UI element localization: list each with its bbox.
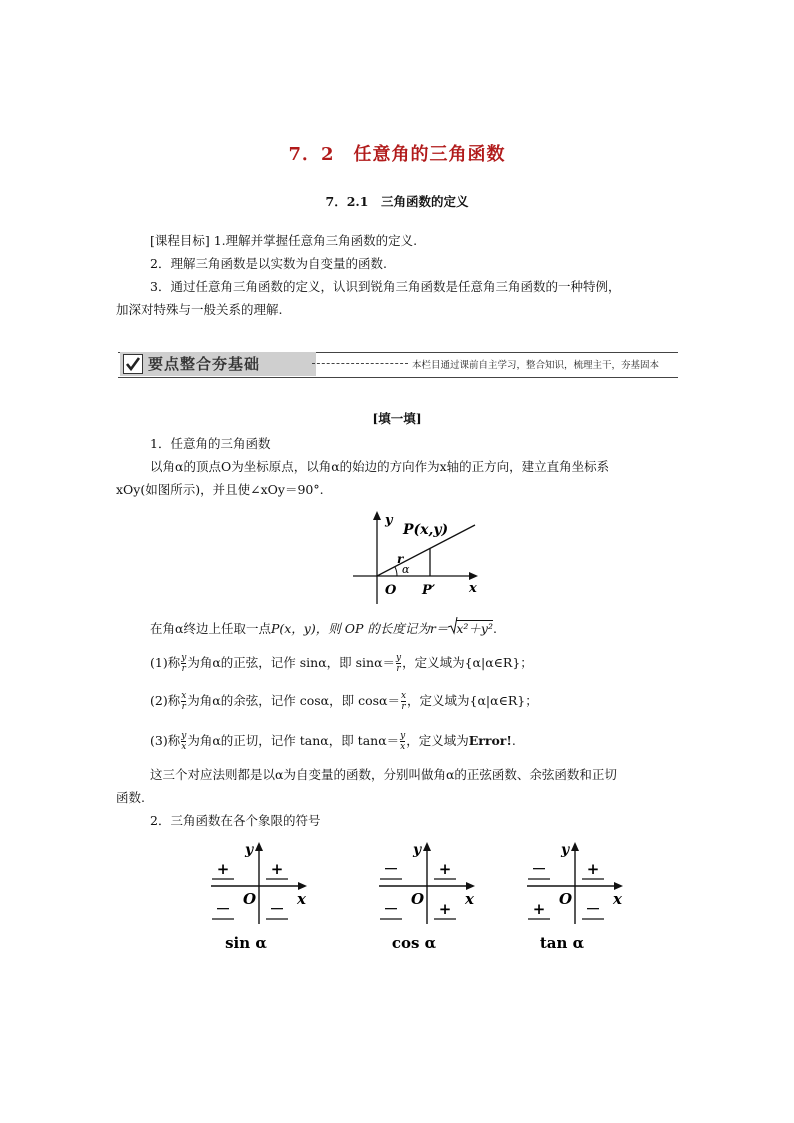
section1-text1: 以角α的顶点O为坐标原点，以角α的始边的方向作为x轴的正方向，建立直角坐标系 bbox=[150, 459, 610, 474]
definition-tangent: (3)称 $\frac{y}{x}$ 为角α的正切，记作 tanα，即 tanα＝ $\frac{y}{x}$ ，定义域为Error!. bbox=[150, 731, 516, 752]
course-goal-3: 3．通过任意角三角函数的定义，认识到锐角三角函数是任意角三角函数的一种特例， bbox=[150, 279, 621, 294]
y-arrow-icon bbox=[255, 842, 263, 851]
origin-label: O bbox=[411, 890, 425, 908]
section1-heading: 1．任意角的三角函数 bbox=[150, 436, 271, 451]
axis-y-label: y bbox=[245, 842, 254, 858]
sqrt-icon bbox=[448, 617, 458, 635]
course-goal-3-cont: 加深对特殊与一般关系的理解. bbox=[116, 302, 283, 317]
axis-y-label: y bbox=[561, 842, 570, 858]
banner-dash-line bbox=[312, 363, 408, 364]
quadrant-2-sign: － bbox=[531, 860, 547, 878]
origin-label: O bbox=[243, 890, 257, 908]
quadrant-1-sign: + bbox=[586, 860, 600, 878]
axis-x-label: x bbox=[465, 890, 474, 908]
x-arrow-icon bbox=[466, 882, 475, 890]
sign-chart-1 bbox=[205, 838, 315, 958]
section1-summary-cont: 函数. bbox=[116, 790, 145, 805]
axis-y-label: y bbox=[413, 842, 422, 858]
quadrant-2-sign: － bbox=[383, 860, 399, 878]
function-label: tan α bbox=[539, 934, 585, 952]
quadrant-3-sign: － bbox=[383, 900, 399, 918]
terminal-side-figure bbox=[345, 508, 495, 608]
axis-x-label: x bbox=[297, 890, 306, 908]
banner-note: 本栏目通过课前自主学习，整合知识，梳理主干，夯基固本 bbox=[412, 360, 660, 371]
fig-x-label: x bbox=[469, 581, 477, 596]
fig-pprime-label: P′ bbox=[422, 583, 436, 598]
sign-chart-2 bbox=[373, 838, 483, 958]
y-arrow-icon bbox=[423, 842, 431, 851]
section1-text3: 在角α终边上任取一点P(x，y)，则 OP 的长度记为r＝ x²＋y². bbox=[150, 618, 497, 640]
fig-origin-label: O bbox=[385, 583, 397, 598]
course-goal-2: 2．理解三角函数是以实数为自变量的函数. bbox=[150, 256, 387, 271]
y-arrow-icon bbox=[571, 842, 579, 851]
quadrant-1-sign: + bbox=[270, 860, 284, 878]
fill-heading: [填一填] bbox=[372, 411, 422, 426]
fig-y-label: y bbox=[385, 513, 393, 528]
axis-x-label: x bbox=[613, 890, 622, 908]
quadrant-2-sign: + bbox=[216, 860, 230, 878]
definition-sine: (1)称 $\frac{y}{r}$ 为角α的正弦，记作 sinα，即 sinα＝ $\frac{y}{r}$ ，定义域为{α|α∈R}； bbox=[150, 653, 533, 674]
checkmark-icon bbox=[123, 354, 143, 374]
quadrant-1-sign: + bbox=[438, 860, 452, 878]
fig-point-label: P(x,y) bbox=[403, 522, 449, 538]
section1-summary: 这三个对应法则都是以α为自变量的函数，分别叫做角α的正弦函数、余弦函数和正切 bbox=[150, 767, 617, 782]
quadrant-3-sign: － bbox=[215, 900, 231, 918]
page-title: 7．2 任意角的三角函数 bbox=[288, 144, 506, 165]
origin-label: O bbox=[559, 890, 573, 908]
function-label: sin α bbox=[225, 934, 267, 952]
sign-chart-3 bbox=[521, 838, 631, 958]
quadrant-3-sign: + bbox=[532, 900, 546, 918]
section1-text2: xOy(如图所示)，并且使∠xOy＝90°. bbox=[116, 482, 324, 497]
quadrant-4-sign: － bbox=[269, 900, 285, 918]
quadrant-4-sign: － bbox=[585, 900, 601, 918]
banner-title: 要点整合夯基础 bbox=[148, 355, 261, 373]
section-subtitle: 7．2.1 三角函数的定义 bbox=[325, 194, 469, 209]
x-arrow-icon bbox=[298, 882, 307, 890]
fig-r-label: r bbox=[397, 552, 404, 566]
x-arrow-icon bbox=[614, 882, 623, 890]
fig-alpha-label: α bbox=[402, 563, 410, 576]
definition-cosine: (2)称 $\frac{x}{r}$ 为角α的余弦，记作 cosα，即 cosα＝ $\frac{x}{r}$ ，定义域为{α|α∈R}； bbox=[150, 691, 538, 712]
function-label: cos α bbox=[391, 934, 437, 952]
quadrant-4-sign: + bbox=[438, 900, 452, 918]
section2-heading: 2．三角函数在各个象限的符号 bbox=[150, 813, 321, 828]
course-goal-1: [课程目标] 1.理解并掌握任意角三角函数的定义. bbox=[150, 233, 418, 248]
